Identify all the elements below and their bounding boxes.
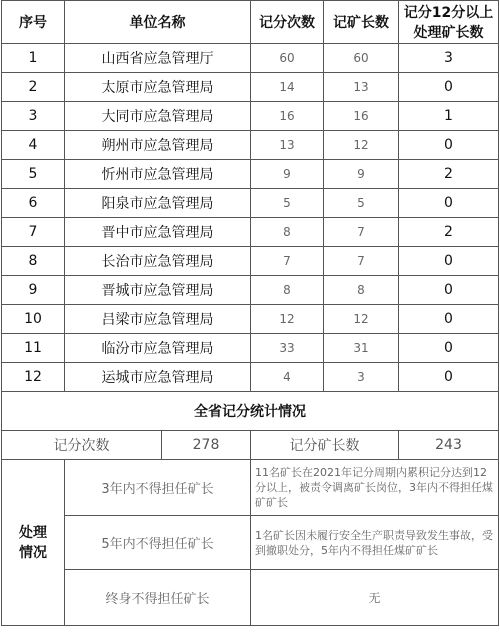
row-unit-name: 忻州市应急管理局 [65, 160, 251, 189]
row-score-managers: 9 [324, 160, 399, 189]
row-unit-name: 阳泉市应急管理局 [65, 189, 251, 218]
disposal-type: 3年内不得担任矿长 [65, 460, 251, 516]
disposal-label-line1: 处理 [19, 524, 47, 541]
row-score-times: 13 [251, 131, 324, 160]
row-score-times: 14 [251, 73, 324, 102]
row-unit-name: 大同市应急管理局 [65, 102, 251, 131]
row-over12: 0 [399, 363, 499, 392]
row-score-times: 5 [251, 189, 324, 218]
table-row [2, 73, 499, 102]
row-unit-name: 长治市应急管理局 [65, 247, 251, 276]
table-row [2, 247, 499, 276]
row-index: 3 [2, 102, 65, 131]
disposal-row [2, 516, 499, 570]
disposal-desc: 无 [251, 570, 499, 626]
disposal-row [2, 570, 499, 626]
disposal-type: 5年内不得担任矿长 [65, 516, 251, 570]
row-score-times: 4 [251, 363, 324, 392]
row-unit-name: 太原市应急管理局 [65, 73, 251, 102]
table-header-row [2, 1, 499, 44]
row-over12: 0 [399, 131, 499, 160]
row-index: 11 [2, 334, 65, 363]
table-row [2, 189, 499, 218]
row-score-managers: 5 [324, 189, 399, 218]
row-index: 1 [2, 44, 65, 73]
table-row [2, 305, 499, 334]
row-index: 5 [2, 160, 65, 189]
row-score-times: 9 [251, 160, 324, 189]
row-over12: 0 [399, 247, 499, 276]
header-unit-name: 单位名称 [65, 1, 251, 44]
row-index: 2 [2, 73, 65, 102]
summary-stats-row [2, 431, 499, 460]
row-unit-name: 吕梁市应急管理局 [65, 305, 251, 334]
disposal-row [2, 460, 499, 516]
row-score-managers: 13 [324, 73, 399, 102]
row-score-times: 8 [251, 218, 324, 247]
row-over12: 0 [399, 189, 499, 218]
row-unit-name: 运城市应急管理局 [65, 363, 251, 392]
row-index: 8 [2, 247, 65, 276]
summary-times-value: 278 [162, 431, 251, 460]
table-row [2, 160, 499, 189]
row-index: 9 [2, 276, 65, 305]
row-score-managers: 3 [324, 363, 399, 392]
row-over12: 0 [399, 73, 499, 102]
summary-title: 全省记分统计情况 [2, 392, 499, 431]
row-over12: 3 [399, 44, 499, 73]
row-score-managers: 16 [324, 102, 399, 131]
row-score-managers: 12 [324, 305, 399, 334]
row-unit-name: 临汾市应急管理局 [65, 334, 251, 363]
row-over12: 2 [399, 160, 499, 189]
row-over12: 2 [399, 218, 499, 247]
row-score-times: 16 [251, 102, 324, 131]
row-index: 6 [2, 189, 65, 218]
disposal-label [2, 460, 65, 626]
row-over12: 0 [399, 305, 499, 334]
summary-managers-value: 243 [399, 431, 499, 460]
summary-managers-label: 记分矿长数 [251, 431, 399, 460]
row-score-managers: 7 [324, 218, 399, 247]
row-score-times: 7 [251, 247, 324, 276]
row-score-managers: 60 [324, 44, 399, 73]
row-score-managers: 7 [324, 247, 399, 276]
coal-mine-manager-scoring-table [1, 0, 499, 626]
row-index: 10 [2, 305, 65, 334]
table-row [2, 44, 499, 73]
row-over12: 0 [399, 276, 499, 305]
table-row [2, 102, 499, 131]
header-score-managers: 记矿长数 [324, 1, 399, 44]
row-unit-name: 晋中市应急管理局 [65, 218, 251, 247]
row-over12: 0 [399, 334, 499, 363]
row-score-times: 12 [251, 305, 324, 334]
header-score-times: 记分次数 [251, 1, 324, 44]
table-row [2, 131, 499, 160]
row-score-managers: 12 [324, 131, 399, 160]
row-score-times: 60 [251, 44, 324, 73]
table-row [2, 363, 499, 392]
table-row [2, 218, 499, 247]
row-score-times: 33 [251, 334, 324, 363]
disposal-label-line2: 情况 [19, 544, 47, 561]
row-unit-name: 山西省应急管理厅 [65, 44, 251, 73]
summary-times-label: 记分次数 [2, 431, 162, 460]
row-score-managers: 8 [324, 276, 399, 305]
header-index: 序号 [2, 1, 65, 44]
row-unit-name: 晋城市应急管理局 [65, 276, 251, 305]
row-index: 4 [2, 131, 65, 160]
disposal-type: 终身不得担任矿长 [65, 570, 251, 626]
row-over12: 1 [399, 102, 499, 131]
summary-title-row [2, 392, 499, 431]
disposal-desc: 1名矿长因未履行安全生产职责导致发生事故，受到撤职处分，5年内不得担任煤矿矿长 [251, 516, 499, 570]
table-row [2, 276, 499, 305]
row-index: 12 [2, 363, 65, 392]
header-over12: 记分12分以上处理矿长数 [399, 1, 499, 44]
row-score-times: 8 [251, 276, 324, 305]
row-score-managers: 31 [324, 334, 399, 363]
table-row [2, 334, 499, 363]
disposal-desc: 11名矿长在2021年记分周期内累积记分达到12分以上，被责令调离矿长岗位，3年内不得担任煤矿矿长 [251, 460, 499, 516]
row-index: 7 [2, 218, 65, 247]
row-unit-name: 朔州市应急管理局 [65, 131, 251, 160]
